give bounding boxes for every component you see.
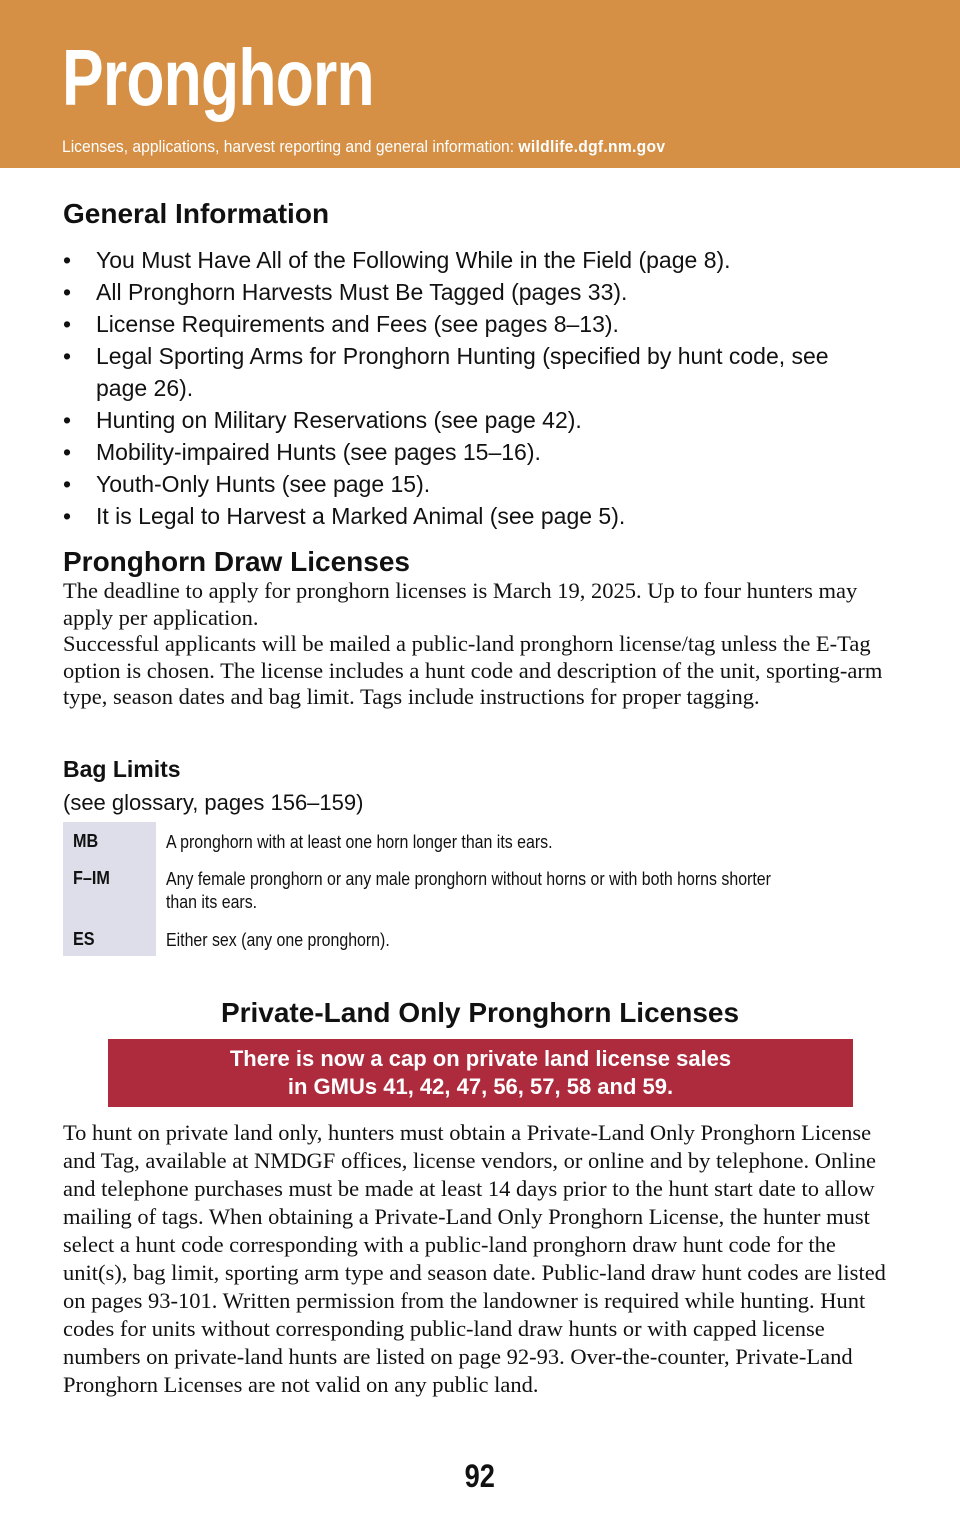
private-land-heading: Private-Land Only Pronghorn Licenses (220, 997, 740, 1028)
subtitle-text: Licenses, applications, harvest reporting and general information: (62, 137, 519, 156)
list-item: • Hunting on Military Reservations (see page 42). (63, 404, 863, 436)
bullet-icon: • (63, 247, 72, 273)
bullet-icon: • (63, 279, 72, 305)
draw-licenses-heading: Pronghorn Draw Licenses (63, 546, 410, 577)
bullet-icon: • (63, 407, 72, 433)
private-land-cap-banner (108, 1039, 853, 1107)
banner-line-2: in GMUs 41, 42, 47, 56, 57, 58 and 59. (287, 1074, 674, 1099)
page-title: Pronghorn (62, 33, 374, 122)
bag-code-f-im: F–IM (73, 868, 110, 888)
private-land-paragraph: To hunt on private land only, hunters must obtain a Private-Land Only Pronghorn License and Tag, available at NMDGF offices, license vendors, or online and by telephone. Online and telephone purchases must be made at least 14 days prior to the hunt start date to allow mailing of tags. When obtaining a Private-Land Only Pronghorn License, the hunter must select a hunt code corresponding with a public-land pronghorn draw hunt code for the unit(s), bag limit, sporting arm type and season date. Public-land draw hunt codes are listed on pages 93-101. Written permission from the landowner is required while hunting. Hunt codes for units without corresponding public-land draw hunts or with capped license numbers on private-land hunts are listed on page 92-93. Over-the-counter, Private-Land Pronghorn Licenses are not valid on any public land. (63, 1120, 886, 1397)
list-item: • You Must Have All of the Following While in the Field (page 8). (63, 244, 863, 276)
bag-desc-f-im: Any female pronghorn or any male pronghorn without horns or with both horns shorter than its ears. (166, 868, 771, 912)
list-item: • Youth-Only Hunts (see page 15). (63, 468, 863, 500)
bullet-icon: • (63, 311, 72, 337)
bag-code-mb: MB (73, 831, 99, 851)
draw-deadline-paragraph: The deadline to apply for pronghorn licenses is March 19, 2025. Up to four hunters may apply per application. (63, 578, 858, 630)
bag-limits-heading: Bag Limits (63, 756, 181, 782)
general-information-heading: General Information (63, 198, 330, 229)
bullet-icon: • (63, 471, 72, 497)
general-information-list (63, 244, 863, 532)
page-subtitle (62, 136, 665, 158)
banner-line-1: There is now a cap on private land license sales (229, 1046, 732, 1071)
bag-limits-table (63, 822, 843, 956)
draw-mailing-paragraph: Successful applicants will be mailed a public-land pronghorn license/tag unless the E-Tag option is chosen. The license includes a hunt code and description of the unit, sporting-arm type, season dates and bag limit. Tags include instructions for proper tagging. (63, 631, 883, 709)
list-item: • All Pronghorn Harvests Must Be Tagged (pages 33). (63, 276, 863, 308)
bag-desc-es: Either sex (any one pronghorn). (166, 929, 390, 950)
page-number: 92 (464, 1458, 496, 1494)
glossary-note: (see glossary, pages 156–159) (63, 790, 364, 815)
bag-code-es: ES (73, 929, 95, 949)
bullet-icon: • (63, 439, 72, 465)
bullet-icon: • (63, 503, 72, 529)
list-item: • License Requirements and Fees (see pages 8–13). (63, 308, 863, 340)
list-item: • Legal Sporting Arms for Pronghorn Hunting (specified by hunt code, see page 26). (63, 340, 863, 404)
website-link[interactable]: wildlife.dgf.nm.gov (518, 137, 666, 156)
bullet-icon: • (63, 343, 72, 369)
list-item: • Mobility-impaired Hunts (see pages 15–16). (63, 436, 863, 468)
list-item: • It is Legal to Harvest a Marked Animal (see page 5). (63, 500, 863, 532)
page-header (0, 0, 960, 168)
bag-desc-mb: A pronghorn with at least one horn longer than its ears. (166, 831, 553, 852)
